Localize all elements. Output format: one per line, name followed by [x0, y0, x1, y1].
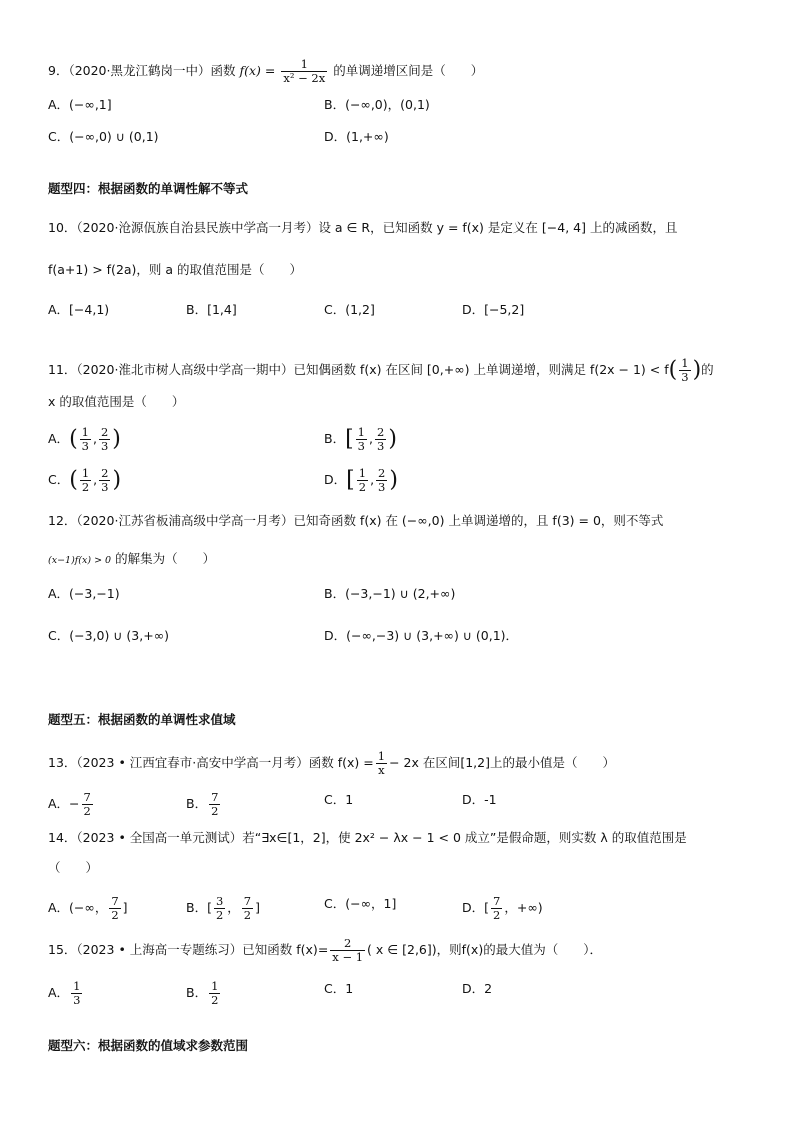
- q11-d-n1: 1: [358, 466, 367, 480]
- q14-d-post: ，+∞): [504, 900, 543, 915]
- q10-stem-line2: f(a+1) > f(2a)，则 a 的取值范围是（ ）: [48, 262, 303, 277]
- q11-a-comma: ,: [92, 431, 97, 446]
- q10-option-a: A．[−4,1): [48, 302, 110, 317]
- q11-c-d1: 2: [81, 480, 90, 494]
- q13-a-den: 2: [83, 804, 91, 818]
- q14-option-a: [48, 895, 128, 922]
- q14-d-num: 7: [493, 894, 501, 908]
- q11-a-n2: 2: [100, 425, 109, 439]
- q11-c-label: C．: [48, 472, 70, 487]
- q9-stem-tail: 的单调递增区间是（ ）: [333, 63, 484, 78]
- q12-stem-line2: [48, 550, 215, 570]
- q11-b-frac2: [375, 426, 386, 453]
- q11-option-d: [324, 467, 398, 494]
- q14-a-num: 7: [111, 894, 119, 908]
- q14-a-den: 2: [111, 908, 119, 922]
- q15-a-num: 1: [73, 979, 81, 993]
- q11-d-d2: 3: [378, 480, 386, 494]
- q14-a-post: ]: [122, 900, 128, 915]
- q14-stem-line2: （ ）: [48, 860, 99, 875]
- q14-b-d2: 2: [243, 908, 252, 922]
- q11-a-d1: 3: [81, 439, 89, 453]
- q11-stem-tail: 的: [701, 362, 714, 377]
- q11-fraction: [679, 357, 690, 384]
- q15-stem-text: 15．（2023 • 上海高一专题练习）已知函数 f(x)=: [48, 942, 329, 957]
- q14-a-pre: A．(−∞，: [48, 900, 108, 915]
- q11-c-comma: ,: [93, 472, 98, 487]
- q9-frac-num: 1: [281, 58, 327, 72]
- q10-option-c: C．(1,2]: [324, 302, 375, 317]
- q13-option-a: [48, 791, 95, 818]
- q11-stem-text: 11．（2020·淮北市树人高级中学高一期中）已知偶函数 f(x) 在区间 [0,+∞) 上单调递增，则满足 f(2x − 1) < f: [48, 362, 669, 377]
- q9-stem-text: 9．（2020·黑龙江鹤岗一中）函数: [48, 63, 236, 78]
- q15-option-a: [48, 980, 84, 1007]
- q11-a-n1: 1: [81, 425, 89, 439]
- q9-fraction: [281, 58, 327, 85]
- q11-d-comma: ,: [370, 472, 375, 487]
- q14-b-d1: 2: [215, 908, 224, 922]
- q11-d-d1: 2: [358, 480, 367, 494]
- q15-fraction: [330, 937, 365, 964]
- q13-option-b: [186, 791, 222, 818]
- q9-option-c: C．(−∞,0) ∪ (0,1): [48, 129, 159, 144]
- q15-b-frac: [209, 980, 220, 1007]
- q13-frac-den: x: [378, 763, 385, 777]
- q11-d-n2: 2: [378, 466, 386, 480]
- q11-a-frac2: [99, 426, 110, 453]
- q15-a-frac: [71, 980, 82, 1007]
- q14-b-n2: 7: [243, 894, 252, 908]
- q11-a-d2: 3: [100, 439, 109, 453]
- q11-d-bracket-left: [: [346, 467, 355, 493]
- q11-d-frac2: [376, 467, 387, 494]
- q14-d-frac: [491, 895, 502, 922]
- q11-paren-right: ): [692, 357, 702, 383]
- q12-stem-tail: 的解集为（ ）: [115, 551, 216, 566]
- q11-c-bracket-right: ): [112, 467, 122, 493]
- q11-stem-line1: [48, 357, 714, 384]
- q14-option-d: [462, 895, 543, 922]
- q14-b-frac1: [214, 895, 225, 922]
- q9-option-b: B．(−∞,0)，(0,1): [324, 97, 430, 112]
- q15-option-c: C．1: [324, 981, 354, 996]
- q15-option-d: D．2: [462, 981, 493, 996]
- q13-a-num: 7: [83, 790, 91, 804]
- q13-a-frac: [82, 791, 93, 818]
- q14-b-pre: B．[: [186, 900, 212, 915]
- q12-inequality: (x−1)f(x) > 0: [48, 555, 112, 566]
- q11-b-n1: 1: [357, 425, 365, 439]
- q11-c-d2: 3: [101, 480, 109, 494]
- q13-option-c: C．1: [324, 792, 354, 807]
- q14-d-den: 2: [493, 908, 501, 922]
- q13-b-num: 7: [211, 790, 219, 804]
- q15-b-label: B．: [186, 985, 208, 1000]
- q15-stem: [48, 937, 602, 964]
- q14-a-frac: [109, 895, 120, 922]
- q13-option-d: D．-1: [462, 792, 497, 807]
- q10-option-b: B．[1,4]: [186, 302, 237, 317]
- q9-option-a: A．(−∞,1]: [48, 97, 112, 112]
- q11-b-frac1: [356, 426, 367, 453]
- q13-a-label: A．−: [48, 796, 80, 811]
- q15-b-num: 1: [211, 979, 219, 993]
- section-6-heading: 题型六：根据函数的值域求参数范围: [48, 1038, 249, 1053]
- q12-option-d: D．(−∞,−3) ∪ (3,+∞) ∪ (0,1)．: [324, 628, 519, 643]
- q11-a-bracket-right: ): [112, 426, 121, 452]
- q11-frac-num: 1: [681, 356, 689, 370]
- q10-stem-line1: 10．（2020·沧源佤族自治县民族中学高一月考）设 a ∈ R，已知函数 y = f(x) 是定义在 [−4, 4] 上的减函数，且: [48, 220, 678, 235]
- q9-frac-den: x² − 2x: [283, 71, 326, 85]
- q11-a-label: A．: [48, 431, 70, 446]
- q14-b-mid: ，: [227, 900, 240, 915]
- q13-stem-tail: − 2x 在区间[1,2]上的最小值是（ ）: [389, 755, 615, 770]
- q11-b-label: B．: [324, 431, 346, 446]
- q10-option-d: D．[−5,2]: [462, 302, 525, 317]
- q9-stem: [48, 58, 483, 85]
- q15-a-label: A．: [48, 985, 70, 1000]
- q11-paren-left: (: [668, 357, 678, 383]
- q11-a-bracket-left: (: [69, 426, 78, 452]
- q11-c-frac2: [99, 467, 110, 494]
- q15-option-b: [186, 980, 222, 1007]
- q11-option-c: [48, 467, 121, 494]
- q15-stem-tail: ( x ∈ [2,6])，则f(x)的最大值为（ ）．: [367, 942, 602, 957]
- q13-frac-num: 1: [377, 749, 386, 763]
- q11-b-n2: 2: [376, 425, 385, 439]
- q14-d-pre: D．[: [462, 900, 490, 915]
- q11-d-bracket-right: ): [389, 467, 398, 493]
- q14-option-c: C．(−∞，1]: [324, 896, 397, 911]
- q12-option-a: A．(−3,−1): [48, 586, 120, 601]
- q15-frac-den: x − 1: [332, 950, 364, 964]
- section-5-heading: 题型五：根据函数的单调性求值域: [48, 712, 236, 727]
- q11-b-d2: 3: [376, 439, 385, 453]
- q11-option-a: [48, 426, 121, 453]
- q14-b-post: ]: [255, 900, 261, 915]
- q15-frac-num: 2: [330, 937, 365, 951]
- q13-b-frac: [209, 791, 220, 818]
- q11-b-comma: ,: [369, 431, 373, 446]
- q11-option-b: [324, 426, 397, 453]
- q11-d-label: D．: [324, 472, 347, 487]
- q11-c-frac1: [80, 467, 91, 494]
- q12-option-b: B．(−3,−1) ∪ (2,+∞): [324, 586, 456, 601]
- q14-b-frac2: [242, 895, 253, 922]
- q11-stem-line2: x 的取值范围是（ ）: [48, 394, 185, 409]
- q11-c-bracket-left: (: [69, 467, 78, 493]
- q11-c-n2: 2: [101, 466, 109, 480]
- q14-stem-line1: 14．（2023 • 全国高一单元测试）若“∃x∈[1，2]，使 2x² − λx − 1 < 0 成立”是假命题，则实数 λ 的取值范围是: [48, 830, 687, 845]
- q12-option-c: C．(−3,0) ∪ (3,+∞): [48, 628, 169, 643]
- q13-b-den: 2: [211, 804, 219, 818]
- q12-stem-line1: 12．（2020·江苏省板浦高级中学高一月考）已知奇函数 f(x) 在 (−∞,0) 上单调递增的，且 f(3) = 0，则不等式: [48, 513, 664, 528]
- q11-b-d1: 3: [357, 439, 365, 453]
- q14-option-b: [186, 895, 260, 922]
- q13-stem-text: 13．（2023 • 江西宜春市·高安中学高一月考）函数 f(x) =: [48, 755, 374, 770]
- q9-option-d: D．(1,+∞): [324, 129, 389, 144]
- q11-c-n1: 1: [81, 466, 90, 480]
- q11-b-bracket-right: ): [388, 426, 397, 452]
- q13-stem: [48, 750, 615, 777]
- q13-b-label: B．: [186, 796, 208, 811]
- q14-b-n1: 3: [215, 894, 224, 908]
- q11-d-frac1: [357, 467, 368, 494]
- q11-a-frac1: [80, 426, 91, 453]
- q13-fraction: [376, 750, 387, 777]
- q9-function: f(x) =: [239, 63, 276, 78]
- q15-b-den: 2: [211, 993, 219, 1007]
- q15-a-den: 3: [73, 993, 81, 1007]
- q11-frac-den: 3: [681, 370, 689, 384]
- section-4-heading: 题型四：根据函数的单调性解不等式: [48, 181, 249, 196]
- q11-b-bracket-left: [: [345, 426, 354, 452]
